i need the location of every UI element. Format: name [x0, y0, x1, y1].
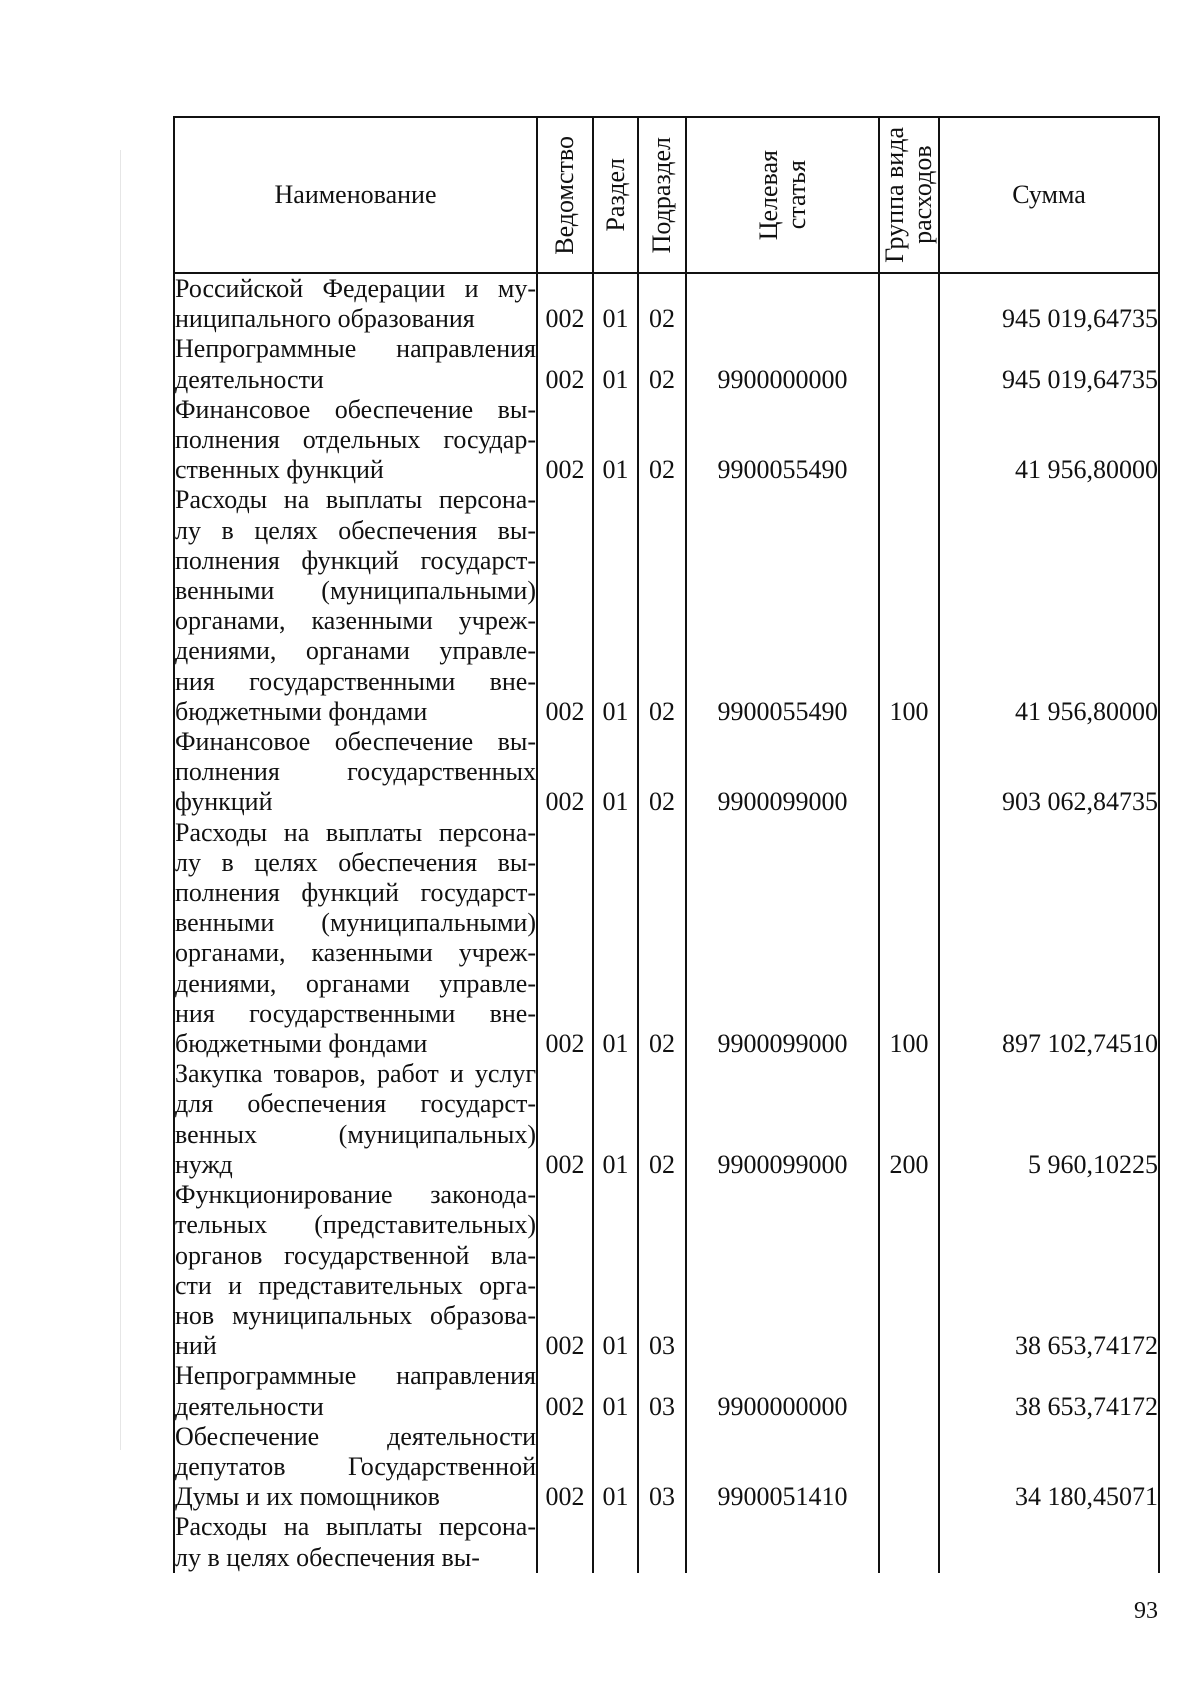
name-line: Обеспечение деятельности — [175, 1421, 536, 1451]
cell-summa: 945 019,64735 — [939, 273, 1159, 334]
cell-name — [174, 1180, 537, 1361]
cell-summa: 38 653,74172 — [939, 1180, 1159, 1361]
table-row — [174, 727, 1159, 818]
name-line: лу в целях обеспечения вы- — [175, 1542, 480, 1572]
name-line: ний — [175, 1331, 217, 1361]
name-line: венных (муниципальных) — [175, 1119, 536, 1149]
name-line: Непрограммные направления — [175, 1361, 536, 1391]
cell-gruppa — [879, 1180, 939, 1361]
name-line: депутатов Государственной — [175, 1451, 536, 1481]
cell-gruppa: 200 — [879, 1059, 939, 1180]
cell-summa: 41 956,80000 — [939, 485, 1159, 727]
cell-vedomstvo — [537, 1512, 593, 1572]
cell-gruppa — [879, 334, 939, 394]
cell-razdel: 01 — [593, 727, 638, 818]
cell-podrazdel: 02 — [638, 395, 686, 486]
cell-celevaya: 9900099000 — [686, 1059, 879, 1180]
cell-celevaya: 9900099000 — [686, 727, 879, 818]
cell-podrazdel: 03 — [638, 1180, 686, 1361]
cell-razdel: 01 — [593, 334, 638, 394]
header-name-text: Наименование — [274, 180, 437, 209]
cell-podrazdel: 02 — [638, 727, 686, 818]
cell-summa: 41 956,80000 — [939, 395, 1159, 486]
table-row — [174, 334, 1159, 394]
name-line: для обеспечения государст- — [175, 1089, 536, 1119]
name-line: полнения функций государст- — [175, 545, 536, 575]
cell-vedomstvo: 002 — [537, 818, 593, 1060]
name-line: органами, казенными учреж- — [175, 606, 536, 636]
name-line: Российской Федерации и му- — [175, 274, 536, 303]
cell-gruppa — [879, 1422, 939, 1513]
cell-podrazdel: 02 — [638, 273, 686, 334]
cell-vedomstvo: 002 — [537, 1422, 593, 1513]
name-line: Расходы на выплаты персона- — [175, 1512, 536, 1542]
cell-summa: 903 062,84735 — [939, 727, 1159, 818]
cell-vedomstvo: 002 — [537, 1059, 593, 1180]
cell-podrazdel: 03 — [638, 1361, 686, 1421]
header-razdel-text: Раздел — [600, 158, 630, 232]
header-name — [174, 117, 537, 273]
name-line: функций — [175, 787, 273, 817]
cell-razdel: 01 — [593, 1059, 638, 1180]
cell-vedomstvo: 002 — [537, 485, 593, 727]
header-celevaya — [686, 117, 879, 273]
name-line: венными (муниципальными) — [175, 908, 536, 938]
name-line: полнения отдельных государ- — [175, 425, 536, 455]
cell-name — [174, 395, 537, 486]
name-line: ниципального образования — [175, 304, 475, 334]
cell-summa: 5 960,10225 — [939, 1059, 1159, 1180]
cell-name — [174, 727, 537, 818]
header-celevaya-line2: статья — [781, 160, 811, 230]
cell-name — [174, 1361, 537, 1421]
cell-razdel: 01 — [593, 1422, 638, 1513]
table-row — [174, 395, 1159, 486]
cell-podrazdel: 02 — [638, 1059, 686, 1180]
cell-celevaya: 9900051410 — [686, 1422, 879, 1513]
name-line: венными (муниципальными) — [175, 576, 536, 606]
table-row — [174, 1422, 1159, 1513]
cell-vedomstvo: 002 — [537, 727, 593, 818]
cell-celevaya: 9900099000 — [686, 818, 879, 1060]
cell-gruppa — [879, 395, 939, 486]
name-line: Закупка товаров, работ и услуг — [175, 1059, 536, 1089]
header-razdel — [593, 117, 638, 273]
cell-podrazdel: 03 — [638, 1422, 686, 1513]
table-row — [174, 1361, 1159, 1421]
cell-razdel — [593, 1512, 638, 1572]
header-gruppa-line1: Группа вида — [880, 127, 909, 263]
cell-razdel: 01 — [593, 485, 638, 727]
cell-name — [174, 485, 537, 727]
name-line: дениями, органами управле- — [175, 636, 536, 666]
cell-podrazdel: 02 — [638, 485, 686, 727]
header-summa-text: Сумма — [1012, 180, 1086, 209]
header-gruppa-line2: расходов — [908, 145, 937, 245]
cell-vedomstvo: 002 — [537, 1180, 593, 1361]
header-celevaya-text — [755, 150, 811, 240]
cell-razdel: 01 — [593, 818, 638, 1060]
name-line: дениями, органами управле- — [175, 968, 536, 998]
cell-vedomstvo: 002 — [537, 273, 593, 334]
cell-gruppa — [879, 1512, 939, 1572]
cell-gruppa: 100 — [879, 485, 939, 727]
header-podrazdel-text: Подраздел — [647, 136, 676, 254]
cell-summa — [939, 1512, 1159, 1572]
cell-gruppa: 100 — [879, 818, 939, 1060]
cell-summa: 945 019,64735 — [939, 334, 1159, 394]
cell-podrazdel: 02 — [638, 818, 686, 1060]
cell-name — [174, 334, 537, 394]
budget-table — [173, 116, 1160, 1573]
cell-summa: 897 102,74510 — [939, 818, 1159, 1060]
cell-name — [174, 273, 537, 334]
cell-podrazdel: 02 — [638, 334, 686, 394]
table-header-row — [174, 117, 1159, 273]
scan-margin-line — [120, 150, 121, 1450]
name-line: бюджетными фондами — [175, 696, 428, 726]
name-line: ственных функций — [175, 455, 384, 485]
cell-summa: 34 180,45071 — [939, 1422, 1159, 1513]
name-line: Финансовое обеспечение вы- — [175, 394, 536, 424]
name-line: лу в целях обеспечения вы- — [175, 515, 536, 545]
name-line: Расходы на выплаты персона- — [175, 485, 536, 515]
table-body — [174, 273, 1159, 1573]
name-line: Финансовое обеспечение вы- — [175, 727, 536, 757]
cell-name — [174, 1059, 537, 1180]
cell-name — [174, 1512, 537, 1572]
name-line: деятельности — [175, 1391, 324, 1421]
cell-razdel: 01 — [593, 273, 638, 334]
name-line: полнения государственных — [175, 757, 536, 787]
table-row — [174, 485, 1159, 727]
cell-gruppa — [879, 273, 939, 334]
name-line: Непрограммные направления — [175, 334, 536, 364]
name-line: бюджетными фондами — [175, 1029, 428, 1059]
cell-gruppa — [879, 727, 939, 818]
header-podrazdel — [638, 117, 686, 273]
header-gruppa-text — [881, 127, 937, 263]
cell-name — [174, 818, 537, 1060]
name-line: Думы и их помощников — [175, 1482, 440, 1512]
header-vedomstvo — [537, 117, 593, 273]
cell-razdel: 01 — [593, 1361, 638, 1421]
cell-razdel: 01 — [593, 1180, 638, 1361]
cell-vedomstvo: 002 — [537, 334, 593, 394]
cell-summa: 38 653,74172 — [939, 1361, 1159, 1421]
header-summa — [939, 117, 1159, 273]
cell-name — [174, 1422, 537, 1513]
cell-celevaya: 9900055490 — [686, 395, 879, 486]
cell-razdel: 01 — [593, 395, 638, 486]
cell-vedomstvo: 002 — [537, 1361, 593, 1421]
header-celevaya-line1: Целевая — [753, 149, 783, 241]
cell-gruppa — [879, 1361, 939, 1421]
cell-celevaya — [686, 1180, 879, 1361]
header-gruppa — [879, 117, 939, 273]
name-line: нов муниципальных образова- — [175, 1300, 536, 1330]
name-line: тельных (представительных) — [175, 1210, 536, 1240]
name-line: Функционирование законода- — [175, 1180, 536, 1210]
table-row — [174, 273, 1159, 334]
name-line: деятельности — [175, 364, 324, 394]
cell-celevaya: 9900000000 — [686, 1361, 879, 1421]
name-line: органами, казенными учреж- — [175, 938, 536, 968]
name-line: лу в целях обеспечения вы- — [175, 847, 536, 877]
cell-celevaya — [686, 273, 879, 334]
table-row — [174, 1059, 1159, 1180]
name-line: полнения функций государст- — [175, 878, 536, 908]
cell-podrazdel — [638, 1512, 686, 1572]
cell-celevaya — [686, 1512, 879, 1572]
name-line: ния государственными вне- — [175, 998, 536, 1028]
table-row — [174, 818, 1159, 1060]
page-number: 93 — [1134, 1598, 1158, 1624]
name-line: нужд — [175, 1149, 233, 1179]
table-row — [174, 1180, 1159, 1361]
name-line: ния государственными вне- — [175, 666, 536, 696]
name-line: органов государственной вла- — [175, 1240, 536, 1270]
name-line: Расходы на выплаты персона- — [175, 817, 536, 847]
header-vedomstvo-text: Ведомство — [550, 135, 579, 255]
cell-vedomstvo: 002 — [537, 395, 593, 486]
cell-celevaya: 9900055490 — [686, 485, 879, 727]
name-line: сти и представительных орга- — [175, 1270, 536, 1300]
table-row — [174, 1512, 1159, 1572]
cell-celevaya: 9900000000 — [686, 334, 879, 394]
